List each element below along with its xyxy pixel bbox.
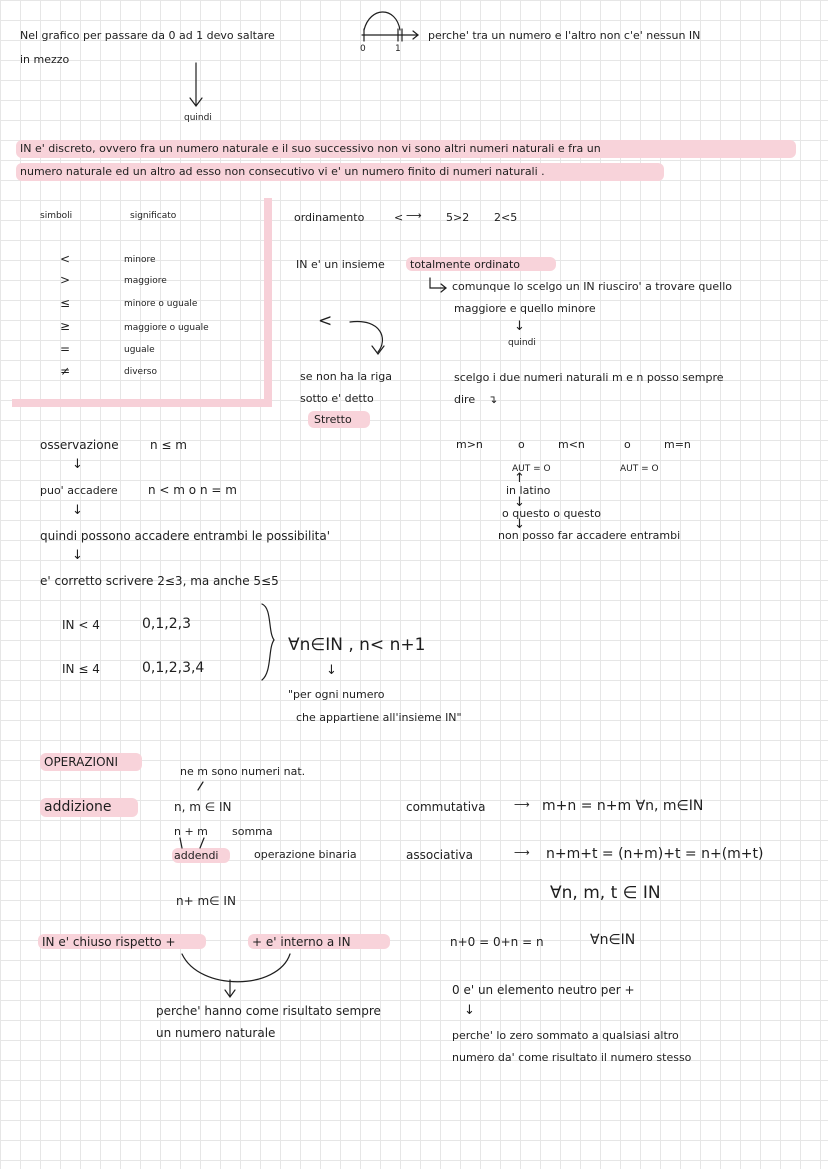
choose-curved-arrow-icon: ↴	[488, 393, 498, 406]
symbol-row-4-meaning: maggiore o uguale	[124, 323, 209, 333]
neutral-text: 0 e' un elemento neutro per +	[452, 983, 635, 997]
symbols-header-symbol: simboli	[40, 211, 73, 221]
strict-symbol: <	[318, 311, 333, 331]
latin-up-arrow-icon: ↑	[514, 471, 525, 486]
ordering-quindi: quindi	[508, 338, 536, 348]
symbol-row-1-symbol: <	[60, 252, 71, 266]
choose-text-1: scelgo i due numeri naturali m e n posso sempre	[454, 371, 724, 384]
associative-label: associativa	[406, 848, 473, 862]
strict-text-2: sotto e' detto	[300, 392, 374, 405]
symbol-row-1-meaning: minore	[124, 255, 156, 265]
forall-note-2: che appartiene all'insieme IN"	[296, 711, 462, 724]
case-or-2: o	[624, 438, 631, 451]
forall-down-arrow-icon: ↓	[326, 663, 337, 678]
forall-note-1: "per ogni numero	[288, 688, 385, 701]
can-happen-label: puo' accadere	[40, 484, 118, 497]
definition-line-1: IN e' discreto, ovvero fra un numero naturale e il suo successivo non vi sono altri numeri naturali e fra un	[20, 142, 601, 155]
both-down-arrow-icon: ↓	[72, 548, 83, 563]
n-plus-m-in-set: n+ m∈ IN	[176, 894, 236, 908]
intro-text-b: perche' tra un numero e l'altro non c'e' nessun IN	[428, 29, 701, 42]
associative-arrow: ⟶	[514, 846, 530, 859]
ordering-arrow: ⟶	[406, 209, 422, 222]
closed-text: IN e' chiuso rispetto +	[42, 935, 176, 949]
set-2-label: IN ≤ 4	[62, 662, 100, 676]
can-happen-down-arrow-icon: ↓	[72, 503, 83, 518]
ordering-title-symbol: <	[394, 211, 404, 224]
definition-line-2: numero naturale ed un altro ad esso non consecutivo vi e' un numero finito di numeri naturali .	[20, 165, 545, 178]
because-text-1: perche' hanno come risultato sempre	[156, 1004, 381, 1018]
case-or-1: o	[518, 438, 525, 451]
both-text: quindi possono accadere entrambi le possibilita'	[40, 529, 331, 543]
set-1-values: 0,1,2,3	[142, 616, 191, 632]
observation-label: osservazione	[40, 438, 119, 452]
symbol-row-5-symbol: =	[60, 342, 71, 356]
addendi-label: addendi	[174, 849, 219, 862]
number-line-label-1: 1	[395, 44, 401, 54]
symbol-row-5-meaning: uguale	[124, 345, 155, 355]
commutative-arrow: ⟶	[514, 798, 530, 811]
symbol-row-6-symbol: ≠	[60, 364, 71, 378]
associative-expr: n+m+t = (n+m)+t = n+(m+t)	[546, 846, 764, 862]
forall-nmt: ∀n, m, t ∈ IN	[550, 883, 661, 903]
forall-n: ∀n∈IN	[590, 932, 636, 948]
zero-expression: n+0 = 0+n = n	[450, 935, 544, 949]
observation-down-arrow-icon: ↓	[72, 457, 83, 472]
case-3: m=n	[664, 438, 691, 451]
intro-text-line2: in mezzo	[20, 53, 70, 66]
nm-in-set: n, m ∈ IN	[174, 800, 232, 814]
latin-text: in latino	[506, 484, 551, 497]
symbol-row-6-meaning: diverso	[124, 367, 157, 377]
symbol-row-2-meaning: maggiore	[124, 276, 167, 286]
down-arrow-icon: ↓	[514, 319, 525, 334]
either-text: o questo o questo	[502, 507, 601, 520]
choose-text-2: dire	[454, 393, 476, 406]
binary-label: operazione binaria	[254, 848, 357, 861]
ordering-example-2: 2<5	[494, 211, 518, 224]
number-line-label-0: 0	[360, 44, 366, 54]
symbol-row-3-symbol: ≤	[60, 296, 71, 310]
zero-note-1: perche' lo zero sommato a qualsiasi altro	[452, 1029, 679, 1042]
total-order-note-1: comunque lo scelgo un IN riusciro' a trovare quello	[452, 280, 732, 293]
strict-text-1: se non ha la riga	[300, 370, 392, 383]
ordering-title: ordinamento	[294, 211, 365, 224]
total-order-a: IN e' un insieme	[296, 258, 385, 271]
forall-expression: ∀n∈IN , n< n+1	[288, 635, 426, 655]
symbol-row-2-symbol: >	[60, 273, 71, 287]
case-1: m>n	[456, 438, 483, 451]
latin-down-arrow-icon: ↓	[514, 495, 525, 510]
intro-quindi: quindi	[184, 113, 212, 123]
ordering-example-1: 5>2	[446, 211, 470, 224]
correct-text: e' corretto scrivere 2≤3, ma anche 5≤5	[40, 574, 279, 588]
n-plus-m: n + m	[174, 825, 208, 838]
set-2-values: 0,1,2,3,4	[142, 660, 205, 676]
neutral-down-arrow-icon: ↓	[464, 1003, 475, 1018]
cannot-text: non posso far accadere entrambi	[498, 529, 681, 542]
somma-label: somma	[232, 825, 273, 838]
intro-text-a: Nel grafico per passare da 0 ad 1 devo saltare	[20, 29, 275, 42]
symbols-header-meaning: significato	[130, 211, 177, 221]
case-2: m<n	[558, 438, 585, 451]
total-order-b: totalmente ordinato	[410, 258, 521, 271]
operations-title: OPERAZIONI	[44, 755, 119, 769]
zero-note-2: numero da' come risultato il numero stesso	[452, 1051, 692, 1064]
because-text-2: un numero naturale	[156, 1026, 276, 1040]
commutative-expr: m+n = n+m ∀n, m∈IN	[542, 798, 704, 814]
either-down-arrow-icon: ↓	[514, 517, 525, 532]
aut-1: AUT = O	[512, 464, 551, 474]
total-order-note-2: maggiore e quello minore	[454, 302, 596, 315]
strict-text-3: Stretto	[314, 413, 352, 426]
nm-note: ne m sono numeri nat.	[180, 765, 306, 778]
addition-label: addizione	[44, 799, 112, 815]
can-happen-cases: n < m o n = m	[148, 483, 237, 497]
symbol-row-4-symbol: ≥	[60, 319, 71, 333]
observation-expr: n ≤ m	[150, 438, 187, 452]
internal-text: + e' interno a IN	[252, 935, 351, 949]
commutative-label: commutativa	[406, 800, 486, 814]
aut-2: AUT = O	[620, 464, 659, 474]
symbol-row-3-meaning: minore o uguale	[124, 299, 198, 309]
set-1-label: IN < 4	[62, 618, 100, 632]
